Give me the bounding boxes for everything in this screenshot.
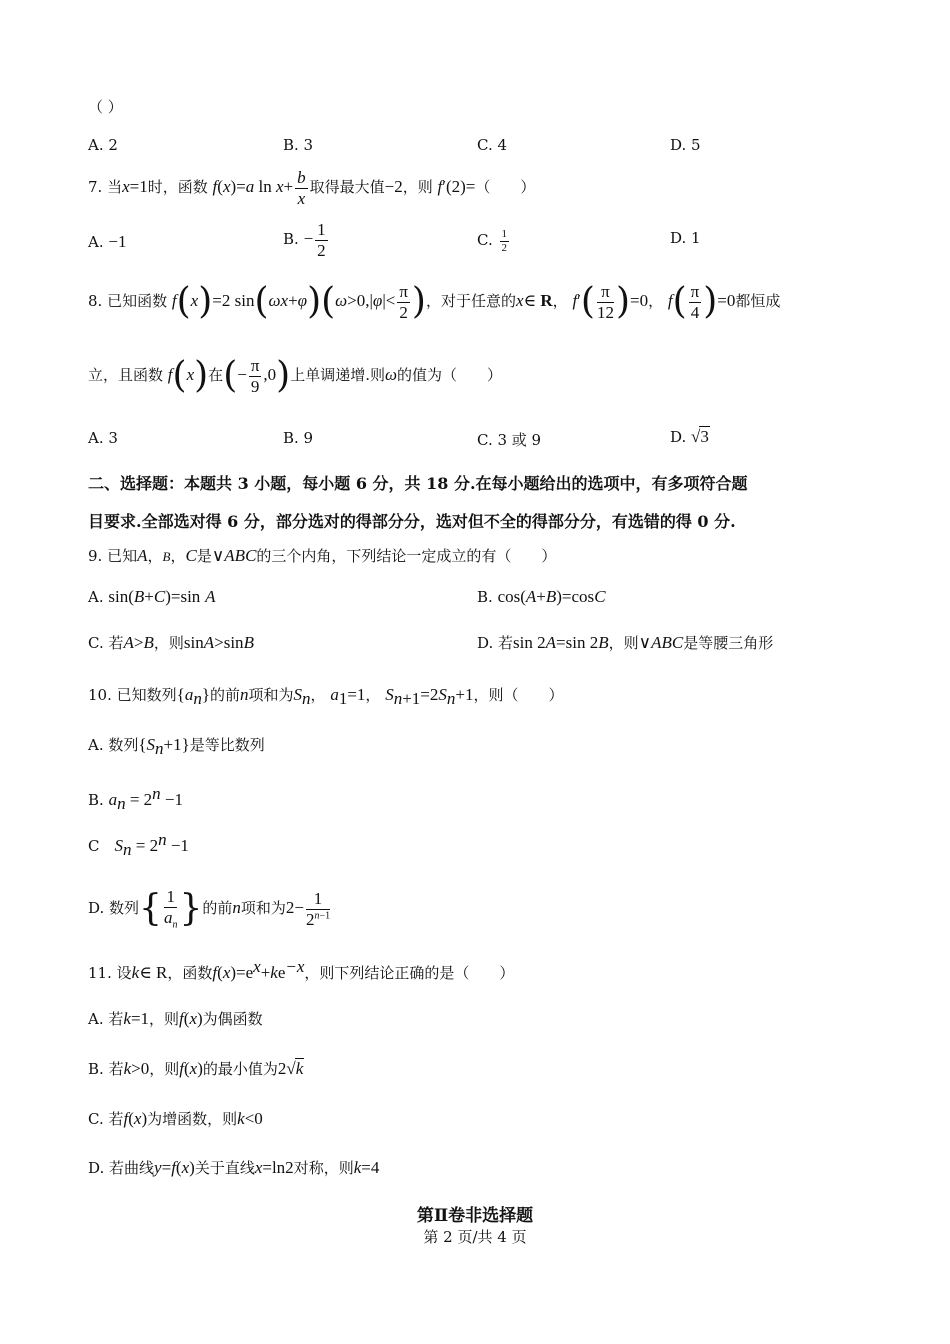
q11-option-a: A. 若k=1，则f(x)为偶函数 (88, 1009, 263, 1028)
question-answer-paren: （ ） (88, 98, 123, 116)
q8-option-a: A. 3 (88, 429, 118, 447)
q10-option-b: B. $a_n = 2^n -1$ (88, 784, 183, 813)
q11-stem: 11. 设k∈ R，函数$f(x)=e^x+ke^{-x}$，则下列结论正确的是（ ） (88, 957, 515, 982)
q7-stem: 7. 当x=1时，函数 f(x)=a ln x+ $\frac{b}{x}$ 取得最大值−2，则 f′(2)=（ ） (88, 167, 536, 208)
q7-option-a: A. −1 (88, 232, 127, 251)
page-footer: 第 2 页/共 4 页 (423, 1228, 527, 1246)
q11-option-b: B. 若k>0，则f(x)的最小值为2√k (88, 1059, 304, 1078)
q6-option-b: B. 3 (283, 136, 314, 154)
q6-option-a: A. 2 (88, 136, 118, 154)
q10-option-a: A. 数列$\{S_n+1\}$是等比数列 (88, 735, 265, 758)
q10-option-c: C $S_n = 2^n -1$ (88, 830, 189, 859)
q11-option-c: C. 若f(x)为增函数，则k<0 (88, 1109, 263, 1128)
q8-option-c: C. 3 或 9 (477, 431, 542, 449)
q7-option-c: C. $\frac{1}{2}$ (477, 227, 507, 254)
q9-option-b: B. cos(A+B)=cosC (477, 587, 606, 606)
q9-option-c: C. 若A>B，则sinA>sinB (88, 633, 254, 652)
section-heading-line2: 目要求.全部选对得 6 分，部分选对的得部分分，选对但不全的得部分分，有选错的得 0 分. (88, 512, 736, 531)
q6-option-c: C. 4 (477, 136, 508, 154)
q7-option-d: D. 1 (670, 229, 701, 247)
q8-option-d: D. √3 (670, 427, 709, 446)
q6-option-d: D. 5 (670, 136, 701, 154)
q8-option-b: B. 9 (283, 429, 314, 447)
q10-option-d: D. 数列{ $\frac{1}{a_n}$ }的前n项和为2− $\frac{1}{2^{n-1}}$ (88, 887, 331, 931)
q9-stem: 9. 已知A，B，C是∨ABC的三个内角，下列结论一定成立的有（ ） (88, 546, 557, 565)
q11-option-d: D. 若曲线y=f(x)关于直线x=ln2对称，则k=4 (88, 1158, 380, 1177)
q7-option-b: B. − $\frac{1}{2}$ (283, 219, 326, 260)
q8-stem-line2: 立，且函数 f(x)在(− $\frac{\pi}{9}$ ,0)上单调递增.则ω的值为（ ） (88, 355, 503, 396)
q9-option-d: D. 若sin 2A=sin 2B，则∨ABC是等腰三角形 (477, 633, 774, 652)
part2-title: 第Ⅱ卷非选择题 (416, 1206, 534, 1226)
q9-option-a: A. sin(B+C)=sin A (88, 587, 216, 606)
section-heading-line1: 二、选择题：本题共 3 小题，每小题 6 分，共 18 分.在每小题给出的选项中，有多项符合题 (88, 474, 748, 493)
q10-stem: 10. 已知数列$\{a_n\}$的前n项和为$S_n$， $a_1=1$， $S_{n+1}=2S_n+1$，则（ ） (88, 685, 564, 708)
q8-stem-line1: 8. 已知函数 f(x)=2 sin(ωx+φ)(ω>0,|φ|< $\frac{\pi}{2}$ )，对于任意的x∈ R， f′( $\frac{\pi}{12}$ )=0， f( $\frac{\pi}{4}$ )=0都恒成 (88, 281, 781, 322)
